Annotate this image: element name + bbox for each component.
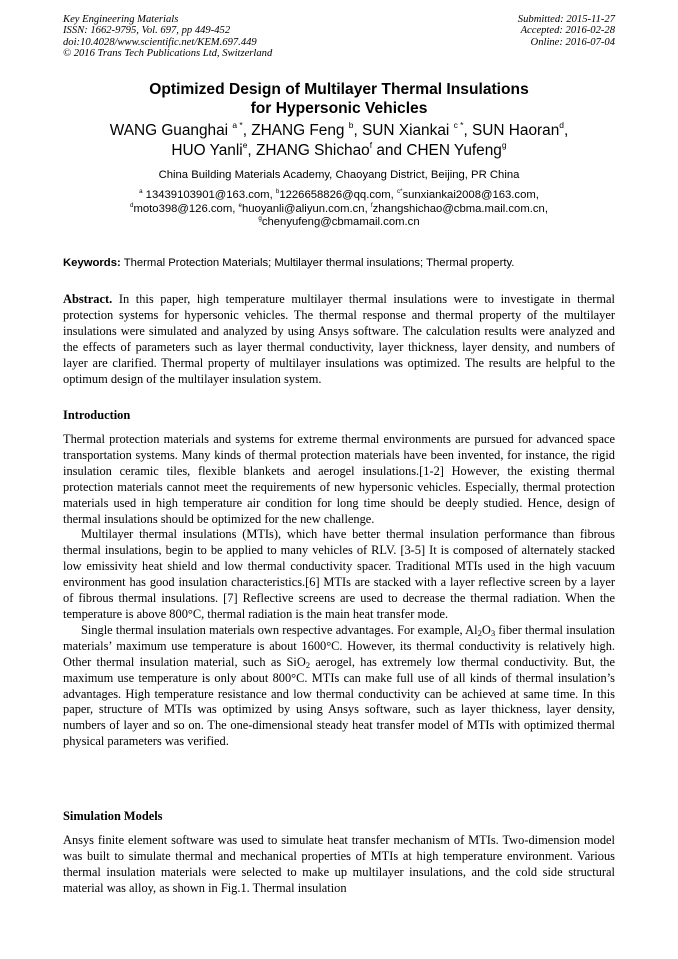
journal-issn: ISSN: 1662-9795, Vol. 697, pp 449-452 <box>63 25 231 37</box>
email-sup: c* <box>396 188 403 196</box>
paragraph: Thermal protection materials and systems for extreme thermal environments are pursued for advanced space transportation systems. Many kinds of thermal protection materials have been invented, for instance, the rigid insulation ceramic tiles, flexible blankets and aerogel insulations.[1-2] However, the existing thermal protection materials cannot meet the requirements of new hypersonic vehicles. Especially, thermal protection materials used in high temperature air condition for long time should be deeply studied. Hence, design of thermal insulations should be optimized for the new challenge. <box>63 432 615 526</box>
title-line-2: for Hypersonic Vehicles <box>250 100 428 117</box>
author-line-1 <box>0 121 678 141</box>
email-address[interactable]: moto398@126.com <box>133 202 233 215</box>
paragraph: Ansys finite element software was used to simulate heat transfer mechanism of MTIs. Two-dimension model was built to simulate thermal and mechanical properties of MTIs at high temperature environment. Various thermal insulation materials were selected to make up multilayer insulations, and the cold side structural material was alloy, as shown in Fig.1. Thermal insulation <box>63 833 615 895</box>
author-sep: , <box>353 122 363 139</box>
journal-copyright: © 2016 Trans Tech Publications Ltd, Switzerland <box>63 47 273 59</box>
author-name: ZHANG Feng <box>251 122 345 139</box>
submitted-date: Submitted: 2015-11-27 <box>517 14 615 25</box>
email-sep: , <box>232 202 239 215</box>
journal-info <box>63 14 272 59</box>
author-sup: b <box>348 120 354 131</box>
email-sup: a <box>139 188 143 196</box>
author-name: ZHANG Shichao <box>255 142 370 159</box>
email-line-3 <box>0 216 678 230</box>
abstract-text: In this paper, high temperature multilayer thermal insulations were to investigate in thermal protection systems for hypersonic vehicles. The thermal response and thermal property of the multilayer insulations were simulated and analyzed by using Ansys software. The calculation results were analyzed and the effects of parameters such as layer thermal conductivity, layer thickness, layer density, and numbers of layer are clarified. Thermal property of multilayer insulations was optimized. The results are helpful to the optimum design of the multilayer insulation system. <box>63 292 615 386</box>
accepted-date: Accepted: 2016-02-28 <box>520 25 615 37</box>
author-list <box>0 121 678 161</box>
email-address[interactable]: chenyufeng@cbmamail.com.cn <box>261 216 420 229</box>
email-sup: b <box>275 188 280 196</box>
author-name: CHEN Yufeng <box>406 142 502 159</box>
journal-doi: doi:10.4028/www.scientific.net/KEM.697.449 <box>63 36 257 48</box>
author-sup: a * <box>232 120 243 131</box>
email-address[interactable]: 13439103901@163.com <box>145 189 270 201</box>
email-address[interactable]: sunxiankai2008@163.com <box>402 189 536 201</box>
text-run: aerogel, has extremely low thermal conductivity. But, the maximum use temperature is only about 800°C. MTIs can make full use of all kinds of thermal insulation’s advantages. High temperature resistance and low thermal conductivity can be achieved at same time. In this paper, structure of MTIs was optimized by using Ansys software, such as layer thickness, layer density, numbers of layer and so on. The one-dimensional steady heat transfer model of MTIs with optimized thermal physical parameters was verified. <box>63 654 615 749</box>
author-sup: e <box>242 140 248 151</box>
email-sup: f <box>370 201 373 209</box>
email-list <box>0 189 678 230</box>
keywords-label: Keywords: <box>63 257 121 269</box>
author-sep: , <box>242 122 252 139</box>
author-name: WANG Guanghai <box>109 122 229 139</box>
author-sup: f <box>369 140 373 151</box>
simulation-body <box>63 833 615 897</box>
publication-dates <box>518 14 615 48</box>
introduction-body <box>63 432 615 750</box>
author-name: HUO Yanli <box>171 142 243 159</box>
abstract <box>63 292 615 387</box>
paper-title <box>0 80 678 118</box>
subscript: 2 <box>305 659 311 670</box>
section-heading-introduction: Introduction <box>63 408 131 422</box>
email-address[interactable]: huoyanli@aliyun.com.cn <box>241 202 365 215</box>
email-sup: d <box>130 201 134 209</box>
author-sep: , <box>563 122 569 139</box>
author-line-2 <box>0 141 678 161</box>
journal-name: Key Engineering Materials <box>63 14 179 25</box>
text-run: O <box>481 622 491 637</box>
email-address[interactable]: zhangshichao@cbma.mail.com.cn <box>372 202 545 215</box>
author-sep: , <box>463 122 473 139</box>
text-run: fiber thermal insulation materials’ maximum use temperature is about 1600°C. However, its thermal conductivity is relatively high. Other thermal insulation material, such as SiO <box>63 622 615 669</box>
online-date: Online: 2016-07-04 <box>530 36 615 48</box>
paragraph <box>63 623 615 750</box>
email-sep: , <box>364 202 371 215</box>
author-sup: d <box>559 120 564 131</box>
text-run: Single thermal insulation materials own respective advantages. For example, Al <box>81 622 478 637</box>
affiliation: China Building Materials Academy, Chaoyang District, Beijing, PR China <box>158 169 520 181</box>
keywords <box>63 256 623 270</box>
email-sup: g <box>258 215 262 223</box>
email-sep: , <box>390 189 397 201</box>
title-line-1: Optimized Design of Multilayer Thermal Insulations <box>149 81 529 98</box>
author-name: SUN Xiankai <box>362 122 450 139</box>
email-address[interactable]: 1226658826@qq.com <box>279 189 391 201</box>
subscript: 2 <box>477 628 482 639</box>
paragraph: Multilayer thermal insulations (MTIs), which have better thermal insulation performance than fibrous thermal insulations, begin to be applied to many vehicles of RLV. [3-5] It is composed of alternately stacked low emissivity heat shield and low thermal conductivity spacer. Traditional MTIs used in the high vacuum environment has good insulation characteristics.[6] MTIs are stacked with a layer reflective screen by a layer of fibrous thermal insulations. [7] Reflective screens are used to decrease the thermal radiation. When the temperature is above 800°C, thermal radiation is the main heat transfer mode. <box>63 527 615 621</box>
author-name: SUN Haoran <box>472 122 560 139</box>
section-heading-simulation-models: Simulation Models <box>63 809 163 823</box>
author-sup: g <box>501 140 507 151</box>
email-sup: e <box>238 201 242 209</box>
abstract-label: Abstract. <box>63 292 113 306</box>
email-line-2 <box>0 203 678 217</box>
email-sep: , <box>544 202 548 215</box>
keywords-text: Thermal Protection Materials; Multilayer thermal insulations; Thermal property. <box>123 257 515 269</box>
email-line-1 <box>0 189 678 203</box>
author-sep: and <box>372 142 407 159</box>
email-sep: , <box>535 189 539 201</box>
author-sup: c * <box>453 120 464 131</box>
subscript: 3 <box>490 628 496 639</box>
email-sep: , <box>269 189 276 201</box>
author-sep: , <box>247 142 256 159</box>
